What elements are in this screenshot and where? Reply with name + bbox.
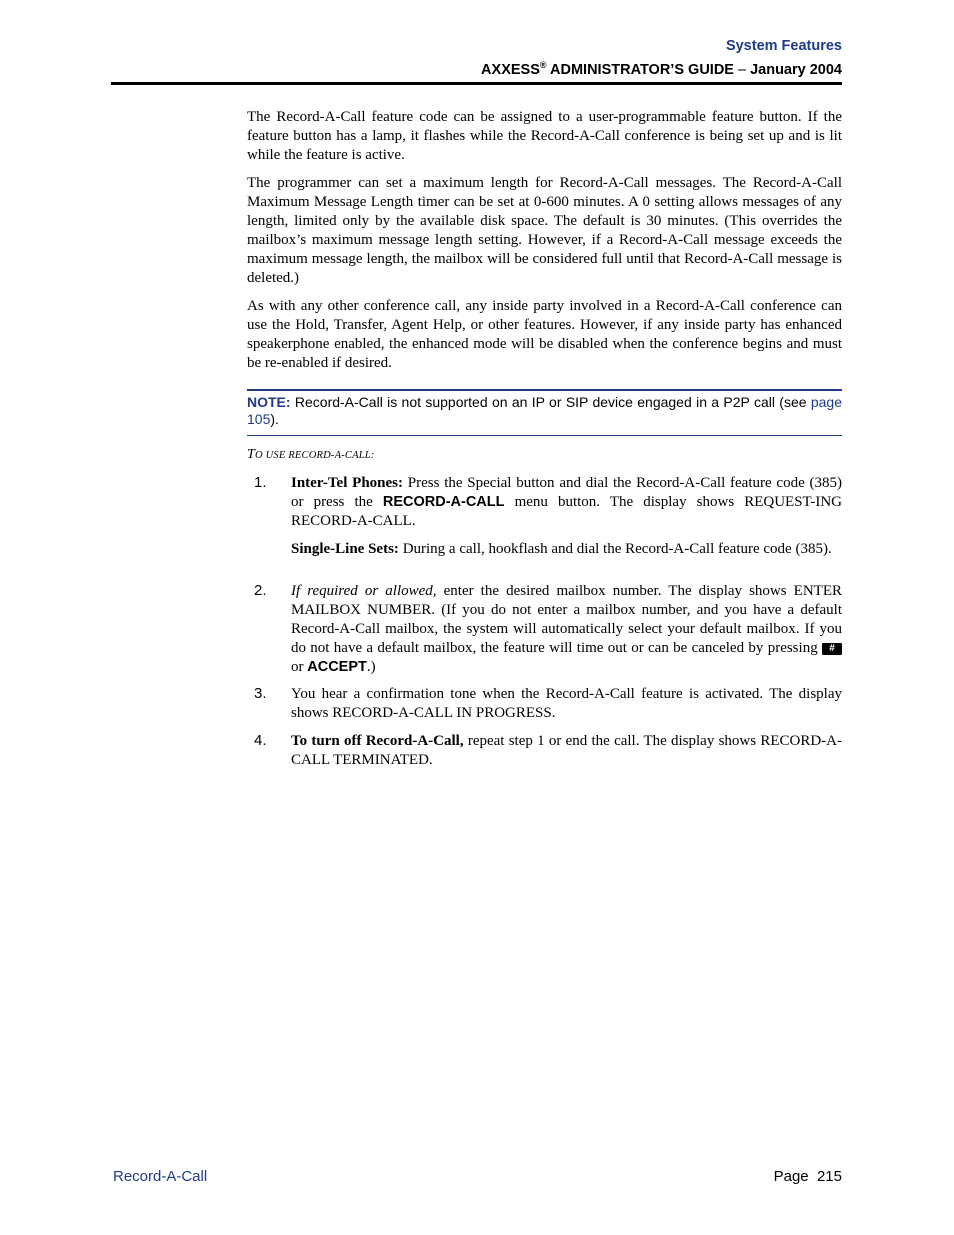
step-number: 2. <box>254 582 267 599</box>
paragraph-max-length: The programmer can set a maximum length for Record-A-Call messages. The Record-A-Call Maximum Message Length timer can be set at 0-600 minutes. A 0 setting allows messages of any length, limited only by the available disk space. The default is 30 minutes. (This overrides the mailbox’s maximum message length setting. However, if a Record-A-Call message exceeds the maximum message length, the mailbox will be considered full until that Record-A-Call message is deleted.) <box>247 175 842 286</box>
header-section-title: System Features <box>725 38 842 54</box>
step-subtext <box>291 540 842 559</box>
note-text: Record-A-Call is not supported on an IP or SIP device engaged in a P2P call (see <box>290 394 811 410</box>
header-rule <box>111 82 842 85</box>
hash-key-icon: # <box>822 643 842 655</box>
procedure-heading-rest: O USE RECORD-A-CALL: <box>255 450 375 461</box>
step-3 <box>247 685 842 732</box>
paragraph-conference: As with any other conference call, any inside party involved in a Record-A-Call conference can use the Hold, Transfer, Agent Help, or other features. However, if any inside party has enhanced speakerphone enabled, the enhanced mode will be disabled when the conference begins and must be re-enabled if desired. <box>247 298 842 371</box>
step-text <box>291 732 842 770</box>
step-number: 4. <box>254 732 267 749</box>
step-number: 1. <box>254 474 267 491</box>
guide-brand: AXXESS <box>481 61 540 78</box>
step-2 <box>247 582 842 686</box>
registered-mark: ® <box>539 60 547 70</box>
step-body: repeat step 1 or end the call. The display shows RECORD-A-CALL TERMINATED. <box>291 733 842 768</box>
step-or: or <box>291 659 308 675</box>
step-text <box>291 474 842 531</box>
procedure-heading <box>247 447 375 463</box>
body-text <box>247 108 842 382</box>
step-body-end: .) <box>366 659 376 675</box>
step-sub-lead: Single-Line Sets: <box>291 541 399 557</box>
step-body: enter the desired mailbox number. The display shows ENTER MAILBOX NUMBER. (If you do not enter a mailbox number, and you have a default Record-A-Call mailbox, the system will automatically select your default mailbox. If you do not have a default mailbox, the feature will time out or can be canceled by pressing <box>291 583 843 656</box>
step-text: You hear a confirmation tone when the Record-A-Call feature is activated. The display shows RECORD-A-CALL IN PROGRESS. <box>291 686 842 721</box>
step-body-end: menu button. The display shows REQUEST-ING RECORD-A-CALL. <box>291 494 843 529</box>
note-box <box>247 389 842 436</box>
step-lead: Inter-Tel Phones: <box>291 475 403 491</box>
step-1 <box>247 474 842 568</box>
step-text <box>291 582 842 677</box>
note-page-link[interactable]: page 105 <box>247 394 842 427</box>
guide-name: ADMINISTRATOR’S GUIDE <box>546 61 734 78</box>
guide-date: January 2004 <box>750 61 842 78</box>
step-sub-body: During a call, hookflash and dial the Record-A-Call feature code (385). <box>398 541 832 557</box>
step-body: Press the Special button and dial the Record-A-Call feature code (385) or press the <box>291 475 842 510</box>
note-end: ). <box>270 411 279 427</box>
step-4 <box>247 732 842 779</box>
procedure-heading-initial: T <box>247 447 255 462</box>
step-number: 3. <box>254 685 267 702</box>
paragraph-feature-button: The Record-A-Call feature code can be assigned to a user-programmable feature button. If the feature button has a lamp, it flashes while the Record-A-Call conference is being set up and is lit while the feature is active. <box>247 109 842 163</box>
accept-key: ACCEPT <box>307 659 367 675</box>
footer-section-link[interactable]: Record-A-Call <box>113 1168 208 1185</box>
step-lead: If required or allowed, <box>291 583 437 599</box>
record-a-call-key: RECORD-A-CALL <box>382 494 505 510</box>
header-guide-title <box>481 60 842 78</box>
footer-page-number: Page 215 <box>773 1168 842 1185</box>
step-lead: To turn off Record-A-Call, <box>291 733 464 749</box>
guide-separator: – <box>733 61 751 78</box>
note-label: NOTE: <box>247 394 291 410</box>
